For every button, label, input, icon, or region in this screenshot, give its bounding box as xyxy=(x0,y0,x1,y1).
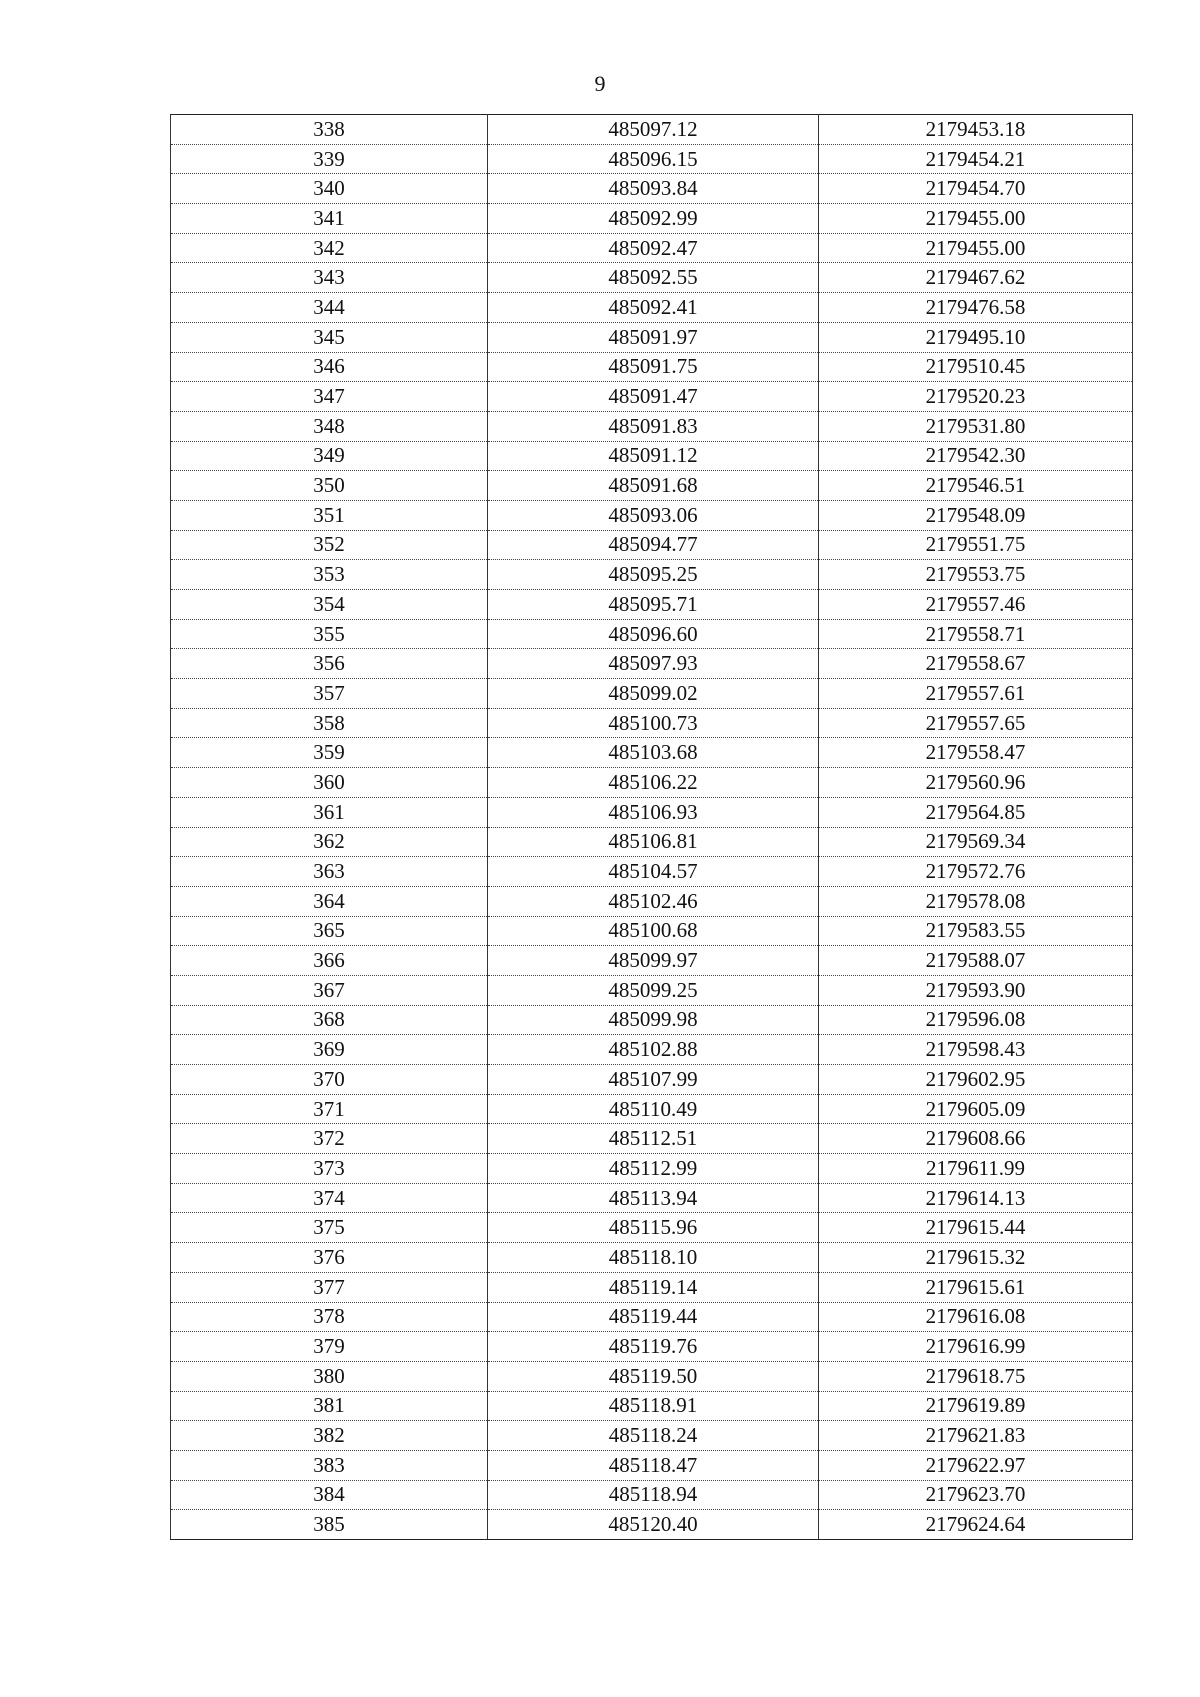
table-row xyxy=(171,352,1133,382)
point-number-cell: 352 xyxy=(171,530,488,560)
y-coordinate-cell: 2179619.89 xyxy=(819,1391,1133,1421)
point-number-cell: 368 xyxy=(171,1005,488,1035)
x-coordinate-cell: 485092.55 xyxy=(488,263,819,293)
y-coordinate-cell: 2179520.23 xyxy=(819,382,1133,412)
point-number-cell: 366 xyxy=(171,946,488,976)
point-number-cell: 376 xyxy=(171,1243,488,1273)
point-number-cell: 357 xyxy=(171,679,488,709)
point-number-cell: 349 xyxy=(171,441,488,471)
point-number-cell: 372 xyxy=(171,1124,488,1154)
x-coordinate-cell: 485092.41 xyxy=(488,293,819,323)
point-number-cell: 342 xyxy=(171,233,488,263)
y-coordinate-cell: 2179564.85 xyxy=(819,797,1133,827)
y-coordinate-cell: 2179624.64 xyxy=(819,1510,1133,1540)
y-coordinate-cell: 2179593.90 xyxy=(819,975,1133,1005)
point-number-cell: 348 xyxy=(171,411,488,441)
point-number-cell: 340 xyxy=(171,174,488,204)
x-coordinate-cell: 485093.84 xyxy=(488,174,819,204)
table-row xyxy=(171,1391,1133,1421)
x-coordinate-cell: 485091.75 xyxy=(488,352,819,382)
x-coordinate-cell: 485099.97 xyxy=(488,946,819,976)
y-coordinate-cell: 2179569.34 xyxy=(819,827,1133,857)
point-number-cell: 381 xyxy=(171,1391,488,1421)
x-coordinate-cell: 485118.24 xyxy=(488,1421,819,1451)
y-coordinate-cell: 2179615.32 xyxy=(819,1243,1133,1273)
table-row xyxy=(171,382,1133,412)
y-coordinate-cell: 2179546.51 xyxy=(819,471,1133,501)
table-row xyxy=(171,1183,1133,1213)
x-coordinate-cell: 485091.12 xyxy=(488,441,819,471)
y-coordinate-cell: 2179455.00 xyxy=(819,233,1133,263)
table-row xyxy=(171,946,1133,976)
point-number-cell: 374 xyxy=(171,1183,488,1213)
table-row xyxy=(171,1094,1133,1124)
point-number-cell: 356 xyxy=(171,649,488,679)
point-number-cell: 364 xyxy=(171,886,488,916)
table-row xyxy=(171,619,1133,649)
x-coordinate-cell: 485094.77 xyxy=(488,530,819,560)
table-row xyxy=(171,1005,1133,1035)
x-coordinate-cell: 485092.47 xyxy=(488,233,819,263)
table-row xyxy=(171,115,1133,145)
table-row xyxy=(171,411,1133,441)
y-coordinate-cell: 2179553.75 xyxy=(819,560,1133,590)
point-number-cell: 384 xyxy=(171,1480,488,1510)
table-row xyxy=(171,1272,1133,1302)
x-coordinate-cell: 485102.88 xyxy=(488,1035,819,1065)
table-row xyxy=(171,263,1133,293)
x-coordinate-cell: 485093.06 xyxy=(488,500,819,530)
x-coordinate-cell: 485118.91 xyxy=(488,1391,819,1421)
table-row xyxy=(171,1154,1133,1184)
table-row xyxy=(171,1302,1133,1332)
table-row xyxy=(171,1065,1133,1095)
point-number-cell: 339 xyxy=(171,144,488,174)
point-number-cell: 382 xyxy=(171,1421,488,1451)
x-coordinate-cell: 485103.68 xyxy=(488,738,819,768)
point-number-cell: 351 xyxy=(171,500,488,530)
table-row xyxy=(171,738,1133,768)
table-row xyxy=(171,975,1133,1005)
point-number-cell: 371 xyxy=(171,1094,488,1124)
x-coordinate-cell: 485097.12 xyxy=(488,115,819,145)
point-number-cell: 347 xyxy=(171,382,488,412)
y-coordinate-cell: 2179596.08 xyxy=(819,1005,1133,1035)
y-coordinate-cell: 2179615.44 xyxy=(819,1213,1133,1243)
x-coordinate-cell: 485106.93 xyxy=(488,797,819,827)
point-number-cell: 383 xyxy=(171,1450,488,1480)
y-coordinate-cell: 2179615.61 xyxy=(819,1272,1133,1302)
table-row xyxy=(171,204,1133,234)
point-number-cell: 346 xyxy=(171,352,488,382)
table-row xyxy=(171,916,1133,946)
x-coordinate-cell: 485119.14 xyxy=(488,1272,819,1302)
x-coordinate-cell: 485119.44 xyxy=(488,1302,819,1332)
point-number-cell: 375 xyxy=(171,1213,488,1243)
y-coordinate-cell: 2179605.09 xyxy=(819,1094,1133,1124)
x-coordinate-cell: 485095.25 xyxy=(488,560,819,590)
x-coordinate-cell: 485092.99 xyxy=(488,204,819,234)
point-number-cell: 359 xyxy=(171,738,488,768)
table-row xyxy=(171,1480,1133,1510)
table-row xyxy=(171,679,1133,709)
x-coordinate-cell: 485118.94 xyxy=(488,1480,819,1510)
table-row xyxy=(171,1510,1133,1540)
point-number-cell: 362 xyxy=(171,827,488,857)
y-coordinate-cell: 2179510.45 xyxy=(819,352,1133,382)
point-number-cell: 370 xyxy=(171,1065,488,1095)
x-coordinate-cell: 485091.97 xyxy=(488,322,819,352)
table-row xyxy=(171,1332,1133,1362)
table-body xyxy=(171,115,1133,1540)
table-row xyxy=(171,857,1133,887)
point-number-cell: 367 xyxy=(171,975,488,1005)
table-row xyxy=(171,1450,1133,1480)
point-number-cell: 378 xyxy=(171,1302,488,1332)
point-number-cell: 360 xyxy=(171,768,488,798)
x-coordinate-cell: 485119.50 xyxy=(488,1361,819,1391)
x-coordinate-cell: 485120.40 xyxy=(488,1510,819,1540)
y-coordinate-cell: 2179616.08 xyxy=(819,1302,1133,1332)
y-coordinate-cell: 2179558.47 xyxy=(819,738,1133,768)
x-coordinate-cell: 485100.73 xyxy=(488,708,819,738)
x-coordinate-cell: 485112.99 xyxy=(488,1154,819,1184)
table-row xyxy=(171,590,1133,620)
table-row xyxy=(171,1361,1133,1391)
y-coordinate-cell: 2179454.70 xyxy=(819,174,1133,204)
point-number-cell: 338 xyxy=(171,115,488,145)
table-row xyxy=(171,144,1133,174)
x-coordinate-cell: 485091.47 xyxy=(488,382,819,412)
table-row xyxy=(171,233,1133,263)
table-row xyxy=(171,886,1133,916)
table-row xyxy=(171,1213,1133,1243)
point-number-cell: 354 xyxy=(171,590,488,620)
x-coordinate-cell: 485119.76 xyxy=(488,1332,819,1362)
y-coordinate-cell: 2179548.09 xyxy=(819,500,1133,530)
point-number-cell: 365 xyxy=(171,916,488,946)
y-coordinate-cell: 2179495.10 xyxy=(819,322,1133,352)
point-number-cell: 353 xyxy=(171,560,488,590)
point-number-cell: 343 xyxy=(171,263,488,293)
y-coordinate-cell: 2179616.99 xyxy=(819,1332,1133,1362)
table-row xyxy=(171,471,1133,501)
y-coordinate-cell: 2179467.62 xyxy=(819,263,1133,293)
y-coordinate-cell: 2179572.76 xyxy=(819,857,1133,887)
x-coordinate-cell: 485091.83 xyxy=(488,411,819,441)
x-coordinate-cell: 485118.47 xyxy=(488,1450,819,1480)
table-row xyxy=(171,797,1133,827)
table-row xyxy=(171,768,1133,798)
y-coordinate-cell: 2179588.07 xyxy=(819,946,1133,976)
x-coordinate-cell: 485104.57 xyxy=(488,857,819,887)
table-row xyxy=(171,1035,1133,1065)
x-coordinate-cell: 485099.98 xyxy=(488,1005,819,1035)
x-coordinate-cell: 485102.46 xyxy=(488,886,819,916)
y-coordinate-cell: 2179558.67 xyxy=(819,649,1133,679)
y-coordinate-cell: 2179623.70 xyxy=(819,1480,1133,1510)
point-number-cell: 341 xyxy=(171,204,488,234)
y-coordinate-cell: 2179578.08 xyxy=(819,886,1133,916)
table-row xyxy=(171,1124,1133,1154)
x-coordinate-cell: 485110.49 xyxy=(488,1094,819,1124)
point-number-cell: 380 xyxy=(171,1361,488,1391)
y-coordinate-cell: 2179583.55 xyxy=(819,916,1133,946)
point-number-cell: 344 xyxy=(171,293,488,323)
y-coordinate-cell: 2179558.71 xyxy=(819,619,1133,649)
point-number-cell: 355 xyxy=(171,619,488,649)
y-coordinate-cell: 2179608.66 xyxy=(819,1124,1133,1154)
x-coordinate-cell: 485100.68 xyxy=(488,916,819,946)
y-coordinate-cell: 2179455.00 xyxy=(819,204,1133,234)
table-row xyxy=(171,560,1133,590)
table-row xyxy=(171,1243,1133,1273)
table-row xyxy=(171,441,1133,471)
y-coordinate-cell: 2179618.75 xyxy=(819,1361,1133,1391)
x-coordinate-cell: 485095.71 xyxy=(488,590,819,620)
point-number-cell: 373 xyxy=(171,1154,488,1184)
y-coordinate-cell: 2179557.65 xyxy=(819,708,1133,738)
y-coordinate-cell: 2179622.97 xyxy=(819,1450,1133,1480)
y-coordinate-cell: 2179476.58 xyxy=(819,293,1133,323)
point-number-cell: 350 xyxy=(171,471,488,501)
y-coordinate-cell: 2179611.99 xyxy=(819,1154,1133,1184)
x-coordinate-cell: 485113.94 xyxy=(488,1183,819,1213)
x-coordinate-cell: 485118.10 xyxy=(488,1243,819,1273)
point-number-cell: 358 xyxy=(171,708,488,738)
table-row xyxy=(171,530,1133,560)
table-row xyxy=(171,827,1133,857)
point-number-cell: 369 xyxy=(171,1035,488,1065)
x-coordinate-cell: 485097.93 xyxy=(488,649,819,679)
table-row xyxy=(171,649,1133,679)
x-coordinate-cell: 485106.22 xyxy=(488,768,819,798)
point-number-cell: 361 xyxy=(171,797,488,827)
table-row xyxy=(171,322,1133,352)
y-coordinate-cell: 2179602.95 xyxy=(819,1065,1133,1095)
point-number-cell: 345 xyxy=(171,322,488,352)
x-coordinate-cell: 485115.96 xyxy=(488,1213,819,1243)
table-row xyxy=(171,1421,1133,1451)
y-coordinate-cell: 2179557.61 xyxy=(819,679,1133,709)
x-coordinate-cell: 485099.02 xyxy=(488,679,819,709)
x-coordinate-cell: 485096.60 xyxy=(488,619,819,649)
point-number-cell: 379 xyxy=(171,1332,488,1362)
y-coordinate-cell: 2179557.46 xyxy=(819,590,1133,620)
x-coordinate-cell: 485099.25 xyxy=(488,975,819,1005)
y-coordinate-cell: 2179598.43 xyxy=(819,1035,1133,1065)
x-coordinate-cell: 485096.15 xyxy=(488,144,819,174)
x-coordinate-cell: 485091.68 xyxy=(488,471,819,501)
y-coordinate-cell: 2179453.18 xyxy=(819,115,1133,145)
y-coordinate-cell: 2179621.83 xyxy=(819,1421,1133,1451)
point-number-cell: 363 xyxy=(171,857,488,887)
point-number-cell: 377 xyxy=(171,1272,488,1302)
y-coordinate-cell: 2179454.21 xyxy=(819,144,1133,174)
table-row xyxy=(171,500,1133,530)
coordinates-table xyxy=(170,114,1133,1540)
table-row xyxy=(171,174,1133,204)
y-coordinate-cell: 2179531.80 xyxy=(819,411,1133,441)
x-coordinate-cell: 485106.81 xyxy=(488,827,819,857)
table-row xyxy=(171,293,1133,323)
y-coordinate-cell: 2179542.30 xyxy=(819,441,1133,471)
point-number-cell: 385 xyxy=(171,1510,488,1540)
table-row xyxy=(171,708,1133,738)
y-coordinate-cell: 2179560.96 xyxy=(819,768,1133,798)
page-number: 9 xyxy=(594,71,606,96)
x-coordinate-cell: 485112.51 xyxy=(488,1124,819,1154)
x-coordinate-cell: 485107.99 xyxy=(488,1065,819,1095)
y-coordinate-cell: 2179551.75 xyxy=(819,530,1133,560)
y-coordinate-cell: 2179614.13 xyxy=(819,1183,1133,1213)
